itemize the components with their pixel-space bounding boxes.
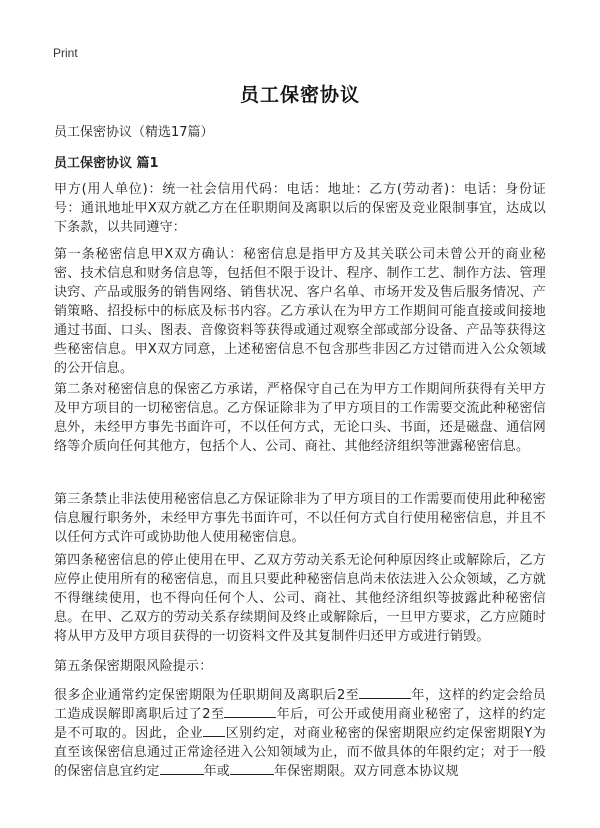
paragraph-parties: 甲方(用人单位)：统一社会信用代码：电话：地址：乙方(劳动者)：电话：身份证号：通讯地址甲X双方就乙方在任职期间及离职以后的保密及竞业限制事宜，达成以下条款，以共同遵守： — [54, 182, 546, 235]
fill-blank — [230, 762, 274, 775]
term-text-6: 年保密期限。双方同意本协议规 — [274, 764, 459, 779]
document-subtitle: 员工保密协议（精选17篇） — [54, 125, 214, 140]
paragraph-article-4: 第四条秘密信息的停止使用在甲、乙双方劳动关系无论何种原因终止或解除后，乙方应停止使用所有的秘密信息，而且只要此种秘密信息尚未依法进入公众领域，乙方就不得继续使用，也不得向任何个人、公司、商社、其他经济组织等披露此种秘密信息。在甲、乙双方的劳动关系存续期间及终止或解除后，一旦甲方要求，乙方应随时将从甲方及甲方项目获得的一切资料文件及其复制件归还甲方或进行销毁。 — [54, 553, 546, 644]
document-title: 员工保密协议 — [239, 84, 360, 106]
paragraph-article-3: 第三条禁止非法使用秘密信息乙方保证除非为了甲方项目的工作需要而使用此种秘密信息履行职务外，未经甲方事先书面许可，不以任何方式自行使用秘密信息，并且不以任何方式许可或协助他人使用秘密信息。 — [54, 492, 546, 545]
term-text-2: 年，这样的约定会给员工造成误解即离职后过了2至 — [54, 688, 546, 722]
paragraph-article-5-heading: 第五条保密期限风险提示： — [54, 659, 213, 674]
section-heading: 员工保密协议 篇1 — [54, 156, 159, 171]
fill-blank — [160, 762, 204, 775]
paragraph-article-1: 第一条秘密信息甲X双方确认：秘密信息是指甲方及其关联公司未曾公开的商业秘密、技术信息和财务信息等，包括但不限于设计、程序、制作工艺、制作方法、管理诀窍、产品或服务的销售网络、销售状况、客户名单、市场开发及售后服务情况、产销策略、招投标中的标底及标书内容。乙方承认在为甲方工作期间可能直接或间接地通过书面、口头、图表、音像资料等获得或通过观察全部或部分设备、产品等获得这些秘密信息。甲X双方同意，上述秘密信息不包含那些非因乙方过错而进入公众领域的公开信息。 — [54, 247, 546, 376]
term-text-4: 区别约定，对商业秘密的保密期限应约定保密期限Y为直至该保密信息通过正常途径进入公知领域为止，而不做具体的年限约定；对于一般的保密信息宜约定 — [54, 726, 547, 779]
fill-blank — [203, 724, 225, 737]
paragraph-article-2: 第二条对秘密信息的保密乙方承诺，严格保守自己在为甲方工作期间所获得有关甲方及甲方项目的一切秘密信息。乙方保证除非为了甲方项目的工作需要交流此种秘密信息外，未经甲方事先书面许可，不以任何方式，无论口头、书面，还是磁盘、通信网络等介质向任何其他方，包括个人、公司、商社、其他经济组织等泄露秘密信息。 — [54, 382, 546, 454]
fill-blank — [359, 686, 411, 699]
term-text-1: 很多企业通常约定保密期限为任职期间及离职后2至 — [54, 688, 360, 703]
fill-blank — [224, 705, 276, 718]
paragraph-term-note — [54, 686, 546, 781]
term-text-3: 年后，可公开或使用商业秘密了，这样的约定是不可取的。因此，企业 — [54, 707, 546, 741]
print-label[interactable]: Print — [53, 46, 78, 60]
term-text-5: 年或 — [203, 764, 231, 779]
